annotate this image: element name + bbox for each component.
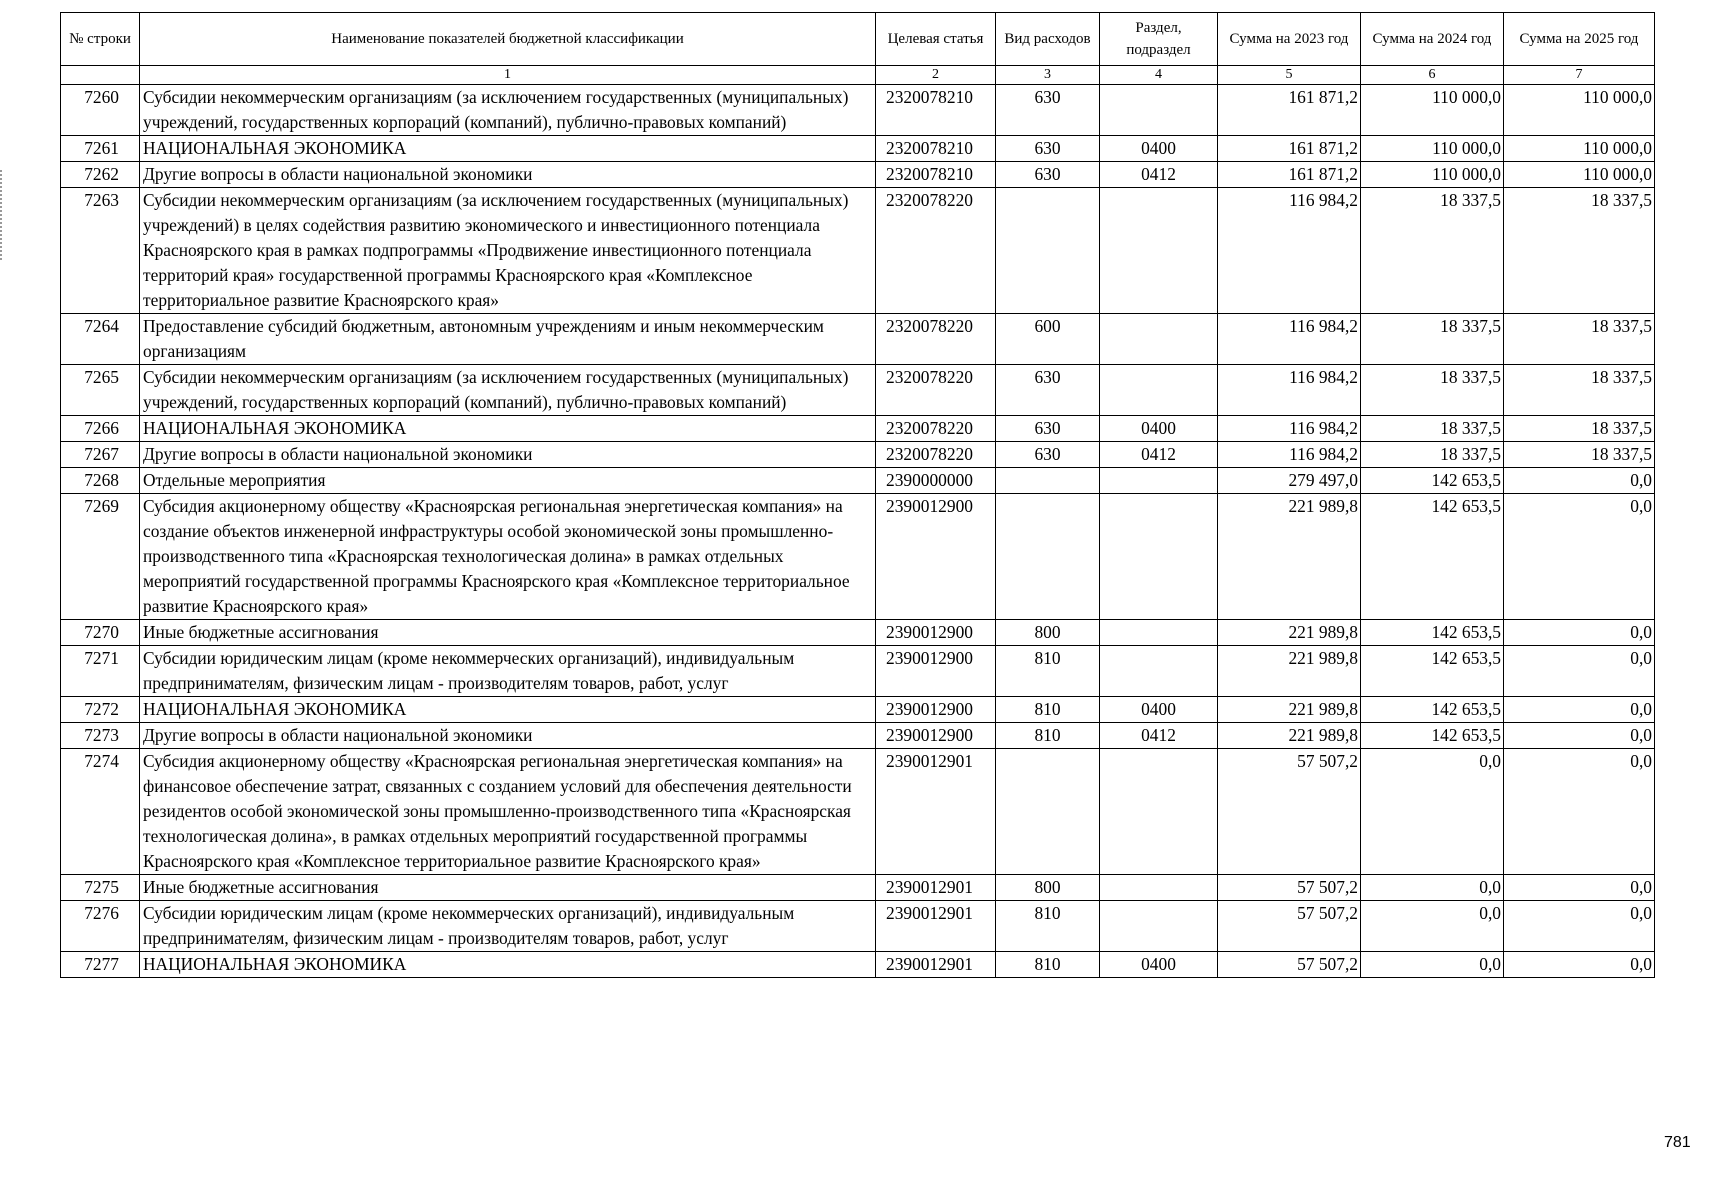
row-vid: 630 (996, 162, 1100, 188)
table-body (61, 85, 1655, 978)
row-sum-2023: 279 497,0 (1218, 468, 1361, 494)
row-sum-2023: 57 507,2 (1218, 875, 1361, 901)
row-vid: 810 (996, 952, 1100, 978)
row-sum-2023: 161 871,2 (1218, 85, 1361, 136)
row-vid: 630 (996, 365, 1100, 416)
row-number: 7272 (61, 697, 140, 723)
row-code: 2320078220 (876, 442, 996, 468)
row-vid: 800 (996, 875, 1100, 901)
row-vid: 630 (996, 136, 1100, 162)
row-name: Субсидии юридическим лицам (кроме некоммерческих организаций), индивидуальным предпринимателям, физическим лицам - производителям товаров, работ, услуг (140, 646, 876, 697)
row-name: Субсидии некоммерческим организациям (за исключением государственных (муниципальных) учреждений) в целях содействия развитию экономического и инвестиционного потенциала Красноярского края в рамках подпрограммы «Продвижение инвестиционного потенциала территорий края» государственной программы Красноярского края «Комплексное территориальное развитие Красноярского края» (140, 188, 876, 314)
row-sum-2025: 0,0 (1504, 620, 1655, 646)
header-razdel: Раздел, подраздел (1100, 13, 1218, 66)
column-number: 4 (1100, 66, 1218, 85)
row-code: 2320078210 (876, 85, 996, 136)
header-vid: Вид расходов (996, 13, 1100, 66)
row-number: 7266 (61, 416, 140, 442)
row-code: 2390012901 (876, 875, 996, 901)
row-razdel (1100, 365, 1218, 416)
row-sum-2025: 18 337,5 (1504, 442, 1655, 468)
table-row (61, 188, 1655, 314)
row-sum-2025: 0,0 (1504, 697, 1655, 723)
row-sum-2025: 0,0 (1504, 749, 1655, 875)
row-code: 2320078220 (876, 188, 996, 314)
row-sum-2023: 57 507,2 (1218, 901, 1361, 952)
row-sum-2023: 116 984,2 (1218, 188, 1361, 314)
row-vid: 630 (996, 442, 1100, 468)
row-number: 7265 (61, 365, 140, 416)
row-sum-2024: 0,0 (1361, 952, 1504, 978)
row-razdel: 0412 (1100, 162, 1218, 188)
row-code: 2390012900 (876, 723, 996, 749)
row-vid (996, 468, 1100, 494)
row-razdel: 0412 (1100, 442, 1218, 468)
row-number: 7260 (61, 85, 140, 136)
row-vid: 600 (996, 314, 1100, 365)
row-razdel: 0400 (1100, 136, 1218, 162)
row-sum-2025: 0,0 (1504, 901, 1655, 952)
row-sum-2025: 110 000,0 (1504, 162, 1655, 188)
row-sum-2024: 0,0 (1361, 901, 1504, 952)
row-razdel: 0400 (1100, 416, 1218, 442)
row-number: 7269 (61, 494, 140, 620)
row-name: Субсидия акционерному обществу «Красноярская региональная энергетическая компания» на финансовое обеспечение затрат, связанных с созданием условий для обеспечения деятельности резидентов особой экономической зоны промышленно-производственного типа «Красноярская технологическая долина», в рамках отдельных мероприятий государственной программы Красноярского края «Комплексное территориальное развитие Красноярского края» (140, 749, 876, 875)
row-number: 7263 (61, 188, 140, 314)
row-sum-2024: 18 337,5 (1361, 314, 1504, 365)
header-no: № строки (61, 13, 140, 66)
row-sum-2025: 18 337,5 (1504, 365, 1655, 416)
row-vid: 810 (996, 901, 1100, 952)
row-code: 2320078220 (876, 365, 996, 416)
row-number: 7267 (61, 442, 140, 468)
table-row (61, 723, 1655, 749)
row-sum-2025: 0,0 (1504, 952, 1655, 978)
row-name: НАЦИОНАЛЬНАЯ ЭКОНОМИКА (140, 416, 876, 442)
header-row (61, 13, 1655, 66)
table-row (61, 442, 1655, 468)
row-sum-2023: 221 989,8 (1218, 723, 1361, 749)
row-number: 7270 (61, 620, 140, 646)
row-name: Субсидии юридическим лицам (кроме некоммерческих организаций), индивидуальным предпринимателям, физическим лицам - производителям товаров, работ, услуг (140, 901, 876, 952)
header-sum2024: Сумма на 2024 год (1361, 13, 1504, 66)
row-sum-2024: 142 653,5 (1361, 697, 1504, 723)
row-number: 7271 (61, 646, 140, 697)
row-sum-2024: 142 653,5 (1361, 468, 1504, 494)
row-razdel (1100, 188, 1218, 314)
row-sum-2023: 57 507,2 (1218, 749, 1361, 875)
row-razdel (1100, 620, 1218, 646)
table-row (61, 136, 1655, 162)
table-row (61, 494, 1655, 620)
row-sum-2023: 221 989,8 (1218, 620, 1361, 646)
row-razdel (1100, 875, 1218, 901)
header-sum2023: Сумма на 2023 год (1218, 13, 1361, 66)
row-razdel (1100, 494, 1218, 620)
row-sum-2024: 18 337,5 (1361, 416, 1504, 442)
row-sum-2025: 18 337,5 (1504, 314, 1655, 365)
row-razdel (1100, 646, 1218, 697)
row-code: 2390012900 (876, 620, 996, 646)
table-row (61, 314, 1655, 365)
budget-table-document (60, 12, 1654, 978)
row-code: 2390012901 (876, 749, 996, 875)
row-code: 2320078220 (876, 314, 996, 365)
table-row (61, 749, 1655, 875)
row-sum-2025: 0,0 (1504, 723, 1655, 749)
row-razdel (1100, 468, 1218, 494)
column-number: 3 (996, 66, 1100, 85)
row-sum-2024: 110 000,0 (1361, 162, 1504, 188)
row-name: Иные бюджетные ассигнования (140, 620, 876, 646)
row-vid: 810 (996, 723, 1100, 749)
row-sum-2025: 110 000,0 (1504, 136, 1655, 162)
row-code: 2320078220 (876, 416, 996, 442)
table-row (61, 365, 1655, 416)
row-sum-2025: 110 000,0 (1504, 85, 1655, 136)
table-row (61, 901, 1655, 952)
table-row (61, 952, 1655, 978)
row-sum-2023: 116 984,2 (1218, 314, 1361, 365)
row-sum-2025: 0,0 (1504, 494, 1655, 620)
row-sum-2024: 142 653,5 (1361, 494, 1504, 620)
row-razdel: 0400 (1100, 697, 1218, 723)
row-razdel (1100, 901, 1218, 952)
row-vid: 810 (996, 697, 1100, 723)
page-number: 781 (1664, 1134, 1691, 1151)
table-row (61, 416, 1655, 442)
row-razdel (1100, 314, 1218, 365)
column-number: 2 (876, 66, 996, 85)
row-sum-2024: 18 337,5 (1361, 442, 1504, 468)
header-name: Наименование показателей бюджетной классификации (140, 13, 876, 66)
row-sum-2025: 18 337,5 (1504, 188, 1655, 314)
table-row (61, 468, 1655, 494)
row-number: 7275 (61, 875, 140, 901)
row-name: НАЦИОНАЛЬНАЯ ЭКОНОМИКА (140, 697, 876, 723)
row-vid: 800 (996, 620, 1100, 646)
row-code: 2390000000 (876, 468, 996, 494)
row-vid: 630 (996, 416, 1100, 442)
row-sum-2024: 110 000,0 (1361, 136, 1504, 162)
row-sum-2023: 161 871,2 (1218, 136, 1361, 162)
column-number: 7 (1504, 66, 1655, 85)
table-row (61, 875, 1655, 901)
row-code: 2390012901 (876, 952, 996, 978)
row-sum-2023: 161 871,2 (1218, 162, 1361, 188)
row-sum-2023: 221 989,8 (1218, 646, 1361, 697)
row-razdel (1100, 85, 1218, 136)
row-code: 2390012900 (876, 646, 996, 697)
row-sum-2025: 0,0 (1504, 875, 1655, 901)
row-name: Субсидия акционерному обществу «Красноярская региональная энергетическая компания» на создание объектов инженерной инфраструктуры особой экономической зоны промышленно-производственного типа «Красноярская технологическая долина» в рамках отдельных мероприятий государственной программы Красноярского края «Комплексное территориальное развитие Красноярского края» (140, 494, 876, 620)
row-name: НАЦИОНАЛЬНАЯ ЭКОНОМИКА (140, 136, 876, 162)
row-number: 7268 (61, 468, 140, 494)
row-number: 7274 (61, 749, 140, 875)
column-number-row (61, 66, 1655, 85)
row-vid (996, 494, 1100, 620)
row-razdel: 0412 (1100, 723, 1218, 749)
row-number: 7277 (61, 952, 140, 978)
budget-table (60, 12, 1655, 978)
row-name: Отдельные мероприятия (140, 468, 876, 494)
row-vid (996, 188, 1100, 314)
row-sum-2023: 221 989,8 (1218, 494, 1361, 620)
row-sum-2023: 116 984,2 (1218, 442, 1361, 468)
column-number: 5 (1218, 66, 1361, 85)
header-code: Целевая статья (876, 13, 996, 66)
column-number: 6 (1361, 66, 1504, 85)
table-row (61, 85, 1655, 136)
row-sum-2023: 57 507,2 (1218, 952, 1361, 978)
row-name: Иные бюджетные ассигнования (140, 875, 876, 901)
row-sum-2024: 142 653,5 (1361, 620, 1504, 646)
row-sum-2023: 221 989,8 (1218, 697, 1361, 723)
row-code: 2390012900 (876, 494, 996, 620)
row-code: 2320078210 (876, 162, 996, 188)
row-vid: 630 (996, 85, 1100, 136)
table-row (61, 646, 1655, 697)
row-sum-2024: 142 653,5 (1361, 723, 1504, 749)
row-number: 7261 (61, 136, 140, 162)
row-number: 7276 (61, 901, 140, 952)
row-sum-2024: 142 653,5 (1361, 646, 1504, 697)
row-sum-2024: 0,0 (1361, 749, 1504, 875)
row-number: 7273 (61, 723, 140, 749)
row-code: 2390012901 (876, 901, 996, 952)
table-row (61, 620, 1655, 646)
row-sum-2024: 110 000,0 (1361, 85, 1504, 136)
row-sum-2025: 0,0 (1504, 468, 1655, 494)
row-name: Предоставление субсидий бюджетным, автономным учреждениям и иным некоммерческим организациям (140, 314, 876, 365)
row-razdel (1100, 749, 1218, 875)
row-number: 7262 (61, 162, 140, 188)
row-sum-2024: 18 337,5 (1361, 365, 1504, 416)
row-name: Другие вопросы в области национальной экономики (140, 723, 876, 749)
row-vid (996, 749, 1100, 875)
row-code: 2390012900 (876, 697, 996, 723)
row-name: Другие вопросы в области национальной экономики (140, 442, 876, 468)
row-name: Субсидии некоммерческим организациям (за исключением государственных (муниципальных) учреждений, государственных корпораций (компаний), публично-правовых компаний) (140, 365, 876, 416)
column-number: 1 (140, 66, 876, 85)
row-sum-2024: 0,0 (1361, 875, 1504, 901)
row-sum-2025: 18 337,5 (1504, 416, 1655, 442)
row-name: Субсидии некоммерческим организациям (за исключением государственных (муниципальных) учреждений, государственных корпораций (компаний), публично-правовых компаний) (140, 85, 876, 136)
row-razdel: 0400 (1100, 952, 1218, 978)
column-number-blank (61, 66, 140, 85)
row-code: 2320078210 (876, 136, 996, 162)
row-vid: 810 (996, 646, 1100, 697)
table-row (61, 162, 1655, 188)
row-name: Другие вопросы в области национальной экономики (140, 162, 876, 188)
row-sum-2025: 0,0 (1504, 646, 1655, 697)
row-name: НАЦИОНАЛЬНАЯ ЭКОНОМИКА (140, 952, 876, 978)
row-number: 7264 (61, 314, 140, 365)
row-sum-2023: 116 984,2 (1218, 365, 1361, 416)
row-sum-2023: 116 984,2 (1218, 416, 1361, 442)
row-sum-2024: 18 337,5 (1361, 188, 1504, 314)
scan-edge-marks (0, 170, 5, 260)
table-row (61, 697, 1655, 723)
header-sum2025: Сумма на 2025 год (1504, 13, 1655, 66)
